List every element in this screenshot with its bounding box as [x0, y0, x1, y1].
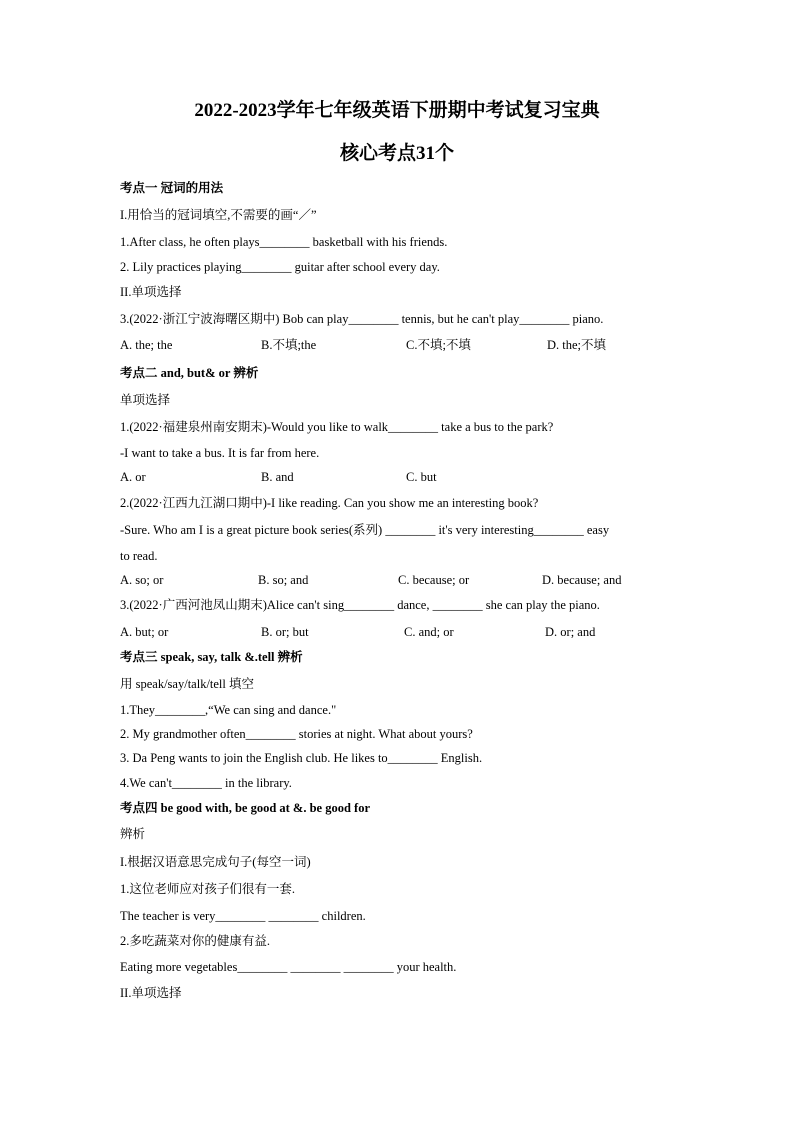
question-line: -I want to take a bus. It is far from here. [120, 446, 320, 460]
page-subtitle: 核心考点31个 [339, 143, 454, 164]
part-instruction: II.单项选择 [120, 285, 182, 299]
question-line: 4.We can't________ in the library. [120, 776, 292, 790]
question-line: 3.(2022·浙江宁波海曙区期中) Bob can play________ tennis, but he can't play________ piano. [120, 312, 604, 326]
page-title: 2022-2023学年七年级英语下册期中考试复习宝典 [194, 100, 600, 121]
section-heading-4: 考点四 be good with, be good at &. be good for [120, 801, 371, 815]
question-line: -Sure. Who am I is a great picture book series(系列) ________ it's very interesting________ easy [120, 523, 610, 537]
option: C. but [406, 470, 437, 484]
option: B. so; and [258, 573, 309, 587]
question-line: 1.这位老师应对孩子们很有一套. [120, 882, 296, 896]
part-instruction: I.用恰当的冠词填空,不需要的画“／” [120, 208, 317, 222]
question-line: 3.(2022·广西河池凤山期末)Alice can't sing________ dance, ________ she can play the piano. [120, 598, 600, 612]
option: B. and [261, 470, 294, 484]
question-line: 1.After class, he often plays________ basketball with his friends. [120, 235, 448, 249]
option: A. but; or [120, 625, 169, 639]
part-instruction: I.根据汉语意思完成句子(每空一词) [120, 855, 311, 869]
option: C. because; or [398, 573, 470, 587]
option: C.不填;不填 [406, 338, 471, 352]
option: A. or [120, 470, 146, 484]
option: C. and; or [404, 625, 454, 639]
question-line: 2. My grandmother often________ stories at night. What about yours? [120, 727, 473, 741]
option: B.不填;the [261, 338, 317, 352]
option: A. so; or [120, 573, 164, 587]
option: D. the;不填 [547, 338, 607, 352]
question-line: to read. [120, 549, 158, 563]
section-heading-1: 考点一 冠词的用法 [120, 181, 224, 195]
question-line: 2.多吃蔬菜对你的健康有益. [120, 934, 271, 948]
section-heading-3: 考点三 speak, say, talk &.tell 辨析 [120, 650, 303, 664]
section-heading-4-cont: 辨析 [120, 827, 146, 841]
option: A. the; the [120, 338, 173, 352]
option: D. or; and [545, 625, 596, 639]
question-line: 2.(2022·江西九江湖口期中)-I like reading. Can you show me an interesting book? [120, 496, 539, 510]
part-instruction: 单项选择 [120, 393, 171, 407]
part-instruction: II.单项选择 [120, 986, 182, 1000]
question-line: 1.(2022·福建泉州南安期末)-Would you like to walk________ take a bus to the park? [120, 420, 554, 434]
option: D. because; and [542, 573, 622, 587]
option: B. or; but [261, 625, 309, 639]
question-line: 2. Lily practices playing________ guitar after school every day. [120, 260, 440, 274]
question-line: Eating more vegetables________ ________ ________ your health. [120, 960, 457, 974]
question-line: 3. Da Peng wants to join the English club. He likes to________ English. [120, 751, 483, 765]
question-line: 1.They________,“We can sing and dance." [120, 703, 337, 717]
part-instruction: 用 speak/say/talk/tell 填空 [120, 677, 255, 691]
section-heading-2: 考点二 and, but& or 辨析 [120, 366, 259, 380]
question-line: The teacher is very________ ________ children. [120, 909, 366, 923]
